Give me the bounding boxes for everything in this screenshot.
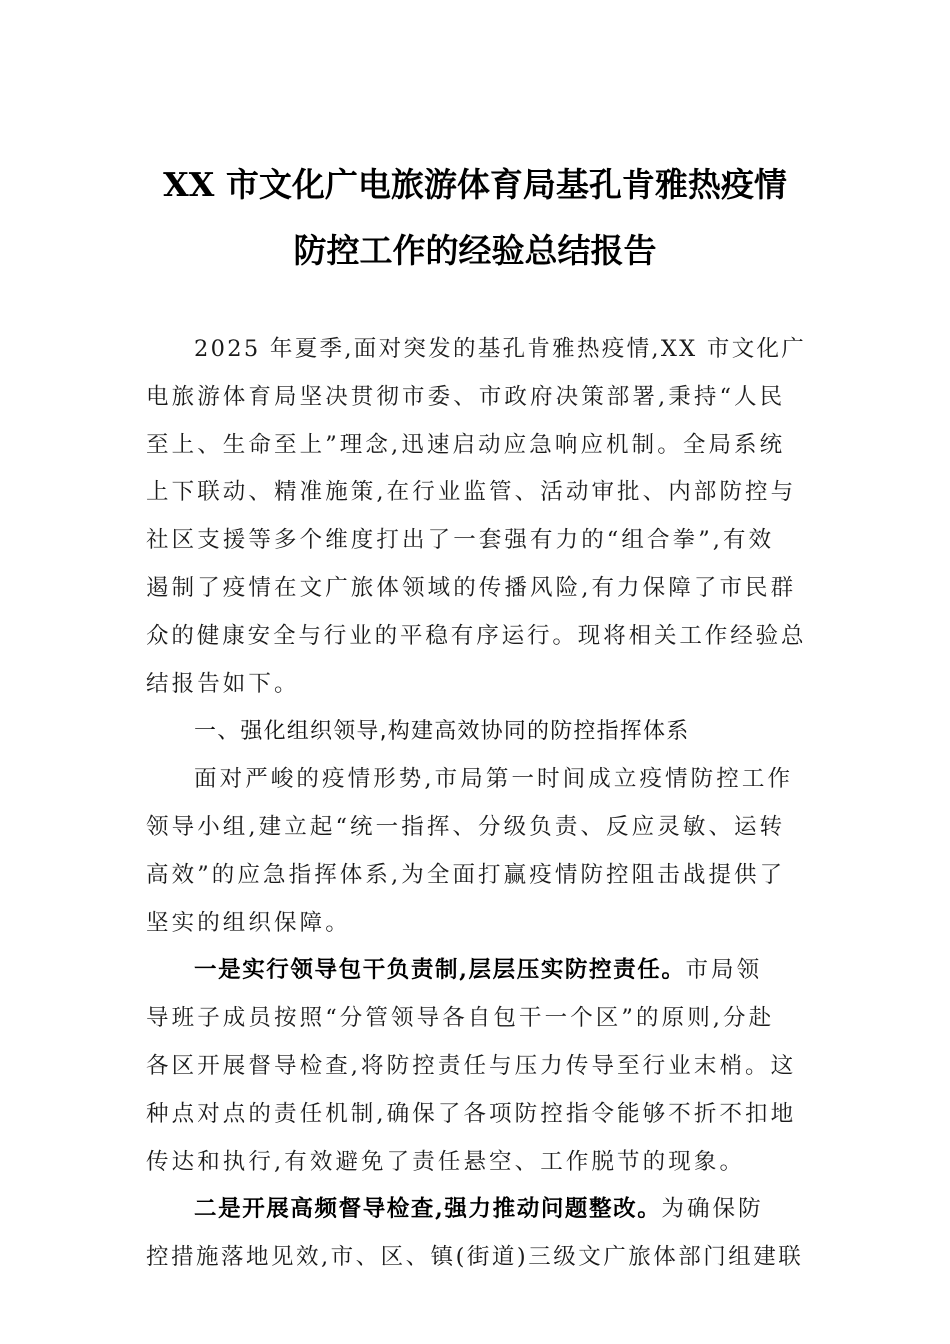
document-title-line-1: XX 市文化广电旅游体育局基孔肯雅热疫情 bbox=[163, 165, 787, 204]
document-title-line-2: 防控工作的经验总结报告 bbox=[293, 231, 657, 270]
body-line: 社区支援等多个维度打出了一套强有力的“组合拳”,有效 bbox=[146, 527, 775, 554]
body-line: 上下联动、精准施策,在行业监管、活动审批、内部防控与 bbox=[146, 479, 797, 506]
body-line: 传达和执行,有效避免了责任悬空、工作脱节的现象。 bbox=[146, 1148, 746, 1175]
body-line: 遏制了疫情在文广旅体领域的传播风险,有力保障了市民群 bbox=[146, 574, 797, 601]
body-line: 导班子成员按照“分管领导各自包干一个区”的原则,分赴 bbox=[146, 1005, 775, 1032]
body-line: 一是实行领导包干负责制,层层压实防控责任。市局领 bbox=[194, 957, 763, 984]
body-line: 种点对点的责任机制,确保了各项防控指令能够不折不扣地 bbox=[146, 1100, 797, 1127]
body-line: 领导小组,建立起“统一指挥、分级负责、反应灵敏、运转 bbox=[146, 813, 786, 840]
body-line: 控措施落地见效,市、区、镇(街道)三级文广旅体部门组建联 bbox=[146, 1244, 804, 1271]
body-line: 坚实的组织保障。 bbox=[146, 909, 351, 936]
body-line: 结报告如下。 bbox=[146, 670, 300, 697]
lead-sentence: 二是开展高频督导检查,强力推动问题整改。 bbox=[194, 1196, 662, 1223]
body-line: 电旅游体育局坚决贯彻市委、市政府决策部署,秉持“人民 bbox=[146, 383, 786, 410]
body-line: 面对严峻的疫情形势,市局第一时间成立疫情防控工作 bbox=[194, 766, 794, 793]
body-line: 至上、生命至上”理念,迅速启动应急响应机制。全局系统 bbox=[146, 431, 786, 458]
lead-sentence: 一是实行领导包干负责制,层层压实防控责任。 bbox=[194, 957, 686, 984]
document-body bbox=[146, 326, 806, 1282]
body-line: 众的健康安全与行业的平稳有序运行。现将相关工作经验总 bbox=[146, 622, 807, 649]
body-line: 高效”的应急指挥体系,为全面打赢疫情防控阻击战提供了 bbox=[146, 861, 786, 888]
section-heading: 一、强化组织领导,构建高效协同的防控指挥体系 bbox=[194, 719, 690, 745]
body-line: 2025 年夏季,面对突发的基孔肯雅热疫情,XX 市文化广 bbox=[194, 336, 807, 362]
body-line: 二是开展高频督导检查,强力推动问题整改。为确保防 bbox=[194, 1196, 764, 1223]
body-line: 各区开展督导检查,将防控责任与压力传导至行业末梢。这 bbox=[146, 1052, 797, 1079]
